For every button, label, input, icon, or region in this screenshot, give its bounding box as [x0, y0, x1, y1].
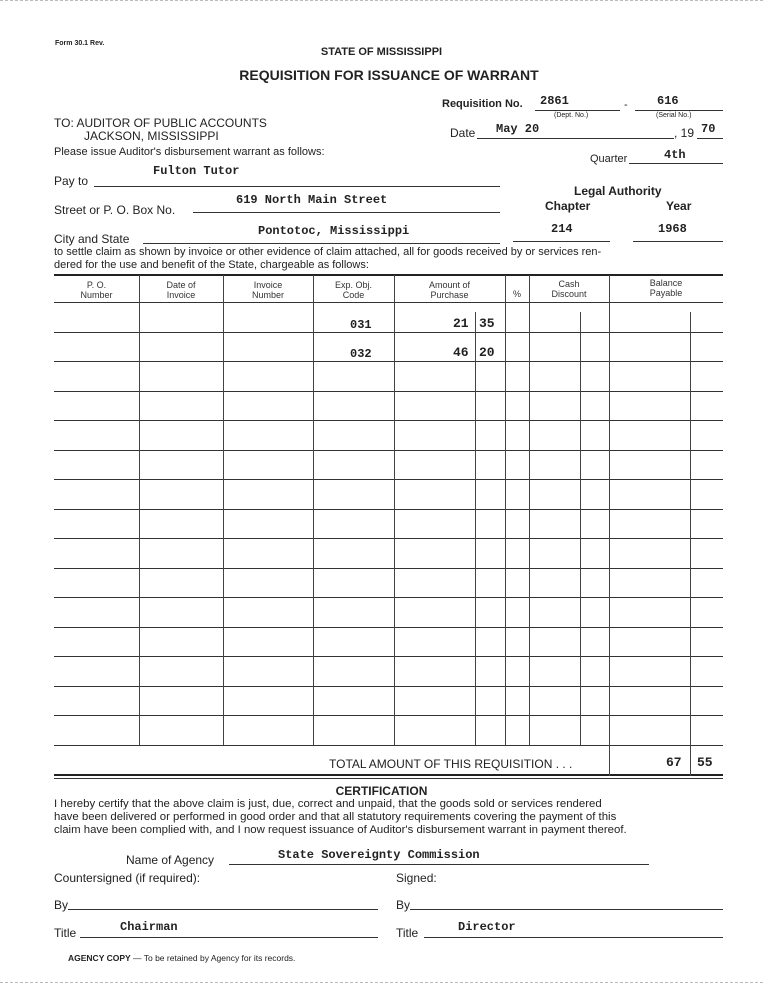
header-percent: %: [512, 289, 521, 299]
dept-number: 2861: [540, 94, 569, 108]
city-value: Pontotoc, Mississippi: [258, 224, 410, 238]
date-year: 70: [701, 122, 716, 136]
city-label: City and State: [54, 232, 130, 246]
agency-copy-note: AGENCY COPY — To be retained by Agency for its records.: [68, 953, 296, 963]
settle-line2: dered for the use and benefit of the State, chargeable as follows:: [54, 259, 369, 271]
state-heading: STATE OF MISSISSIPPI: [320, 46, 443, 58]
quarter-value: 4th: [664, 148, 686, 162]
row1-dollars: 21: [453, 316, 469, 331]
row2-cents: 20: [479, 345, 495, 360]
pay-to-label: Pay to: [54, 174, 89, 188]
certification-line3: claim have been complied with, and I now request issuance of Auditor's disbursement warrant in payment thereof.: [54, 824, 627, 836]
form-number: Form 30.1 Rev.: [55, 40, 105, 47]
certification-line1: I hereby certify that the above claim is just, due, correct and unpaid, that the goods sold or services rendered: [54, 798, 602, 810]
header-cash-discount: Cash Discount: [551, 279, 587, 299]
legal-authority-label: Legal Authority: [574, 184, 662, 198]
header-invoice-number: Invoice Number: [251, 280, 284, 300]
date-value: May 20: [496, 122, 540, 136]
title-left-value: Chairman: [120, 920, 178, 934]
to-line2: JACKSON, MISSISSIPPI: [84, 129, 219, 143]
quarter-label: Quarter: [590, 153, 628, 165]
chapter-value: 214: [551, 222, 573, 236]
chapter-label: Chapter: [545, 199, 591, 213]
header-amount: Amount of Purchase: [428, 280, 471, 300]
total-cents: 55: [697, 755, 713, 770]
header-po: P. O. Number: [80, 280, 113, 300]
serial-number: 616: [657, 94, 679, 108]
please-issue: Please issue Auditor's disbursement warrant as follows:: [54, 146, 325, 158]
street-value: 619 North Main Street: [236, 193, 388, 207]
countersigned-label: Countersigned (if required):: [54, 871, 201, 885]
signed-label: Signed:: [396, 871, 437, 885]
pay-to-value: Fulton Tutor: [153, 164, 240, 178]
row2-dollars: 46: [453, 345, 469, 360]
row1-code: 031: [350, 318, 372, 332]
total-label: TOTAL AMOUNT OF THIS REQUISITION . . .: [329, 757, 573, 771]
certification-heading: CERTIFICATION: [335, 784, 428, 798]
requisition-label: Requisition No.: [442, 98, 523, 110]
agency-label: Name of Agency: [126, 853, 215, 867]
form-title: REQUISITION FOR ISSUANCE OF WARRANT: [239, 67, 539, 83]
street-label: Street or P. O. Box No.: [54, 203, 176, 217]
total-dollars: 67: [666, 755, 682, 770]
header-exp-obj-code: Exp. Obj. Code: [334, 280, 372, 300]
by-left-label: By: [54, 898, 69, 912]
year-label: Year: [666, 199, 692, 213]
to-line1: TO: AUDITOR OF PUBLIC ACCOUNTS: [54, 116, 267, 130]
header-date-invoice: Date of Invoice: [166, 280, 196, 300]
title-right-value: Director: [458, 920, 516, 934]
year-value: 1968: [658, 222, 687, 236]
header-balance-payable: Balance Payable: [649, 278, 683, 298]
row2-code: 032: [350, 347, 372, 361]
top-perforation: [0, 0, 763, 3]
row1-cents: 35: [479, 316, 495, 331]
certification-line2: have been delivered or performed in good order and that all statutory requirements covering the payment of this: [54, 811, 617, 823]
title-right-label: Title: [396, 926, 419, 940]
agency-value: State Sovereignty Commission: [278, 848, 480, 862]
title-left-label: Title: [54, 926, 77, 940]
by-right-label: By: [396, 898, 411, 912]
date-label: Date: [450, 126, 476, 140]
settle-line1: to settle claim as shown by invoice or other evidence of claim attached, all for goods received by or services ren-: [54, 246, 602, 258]
